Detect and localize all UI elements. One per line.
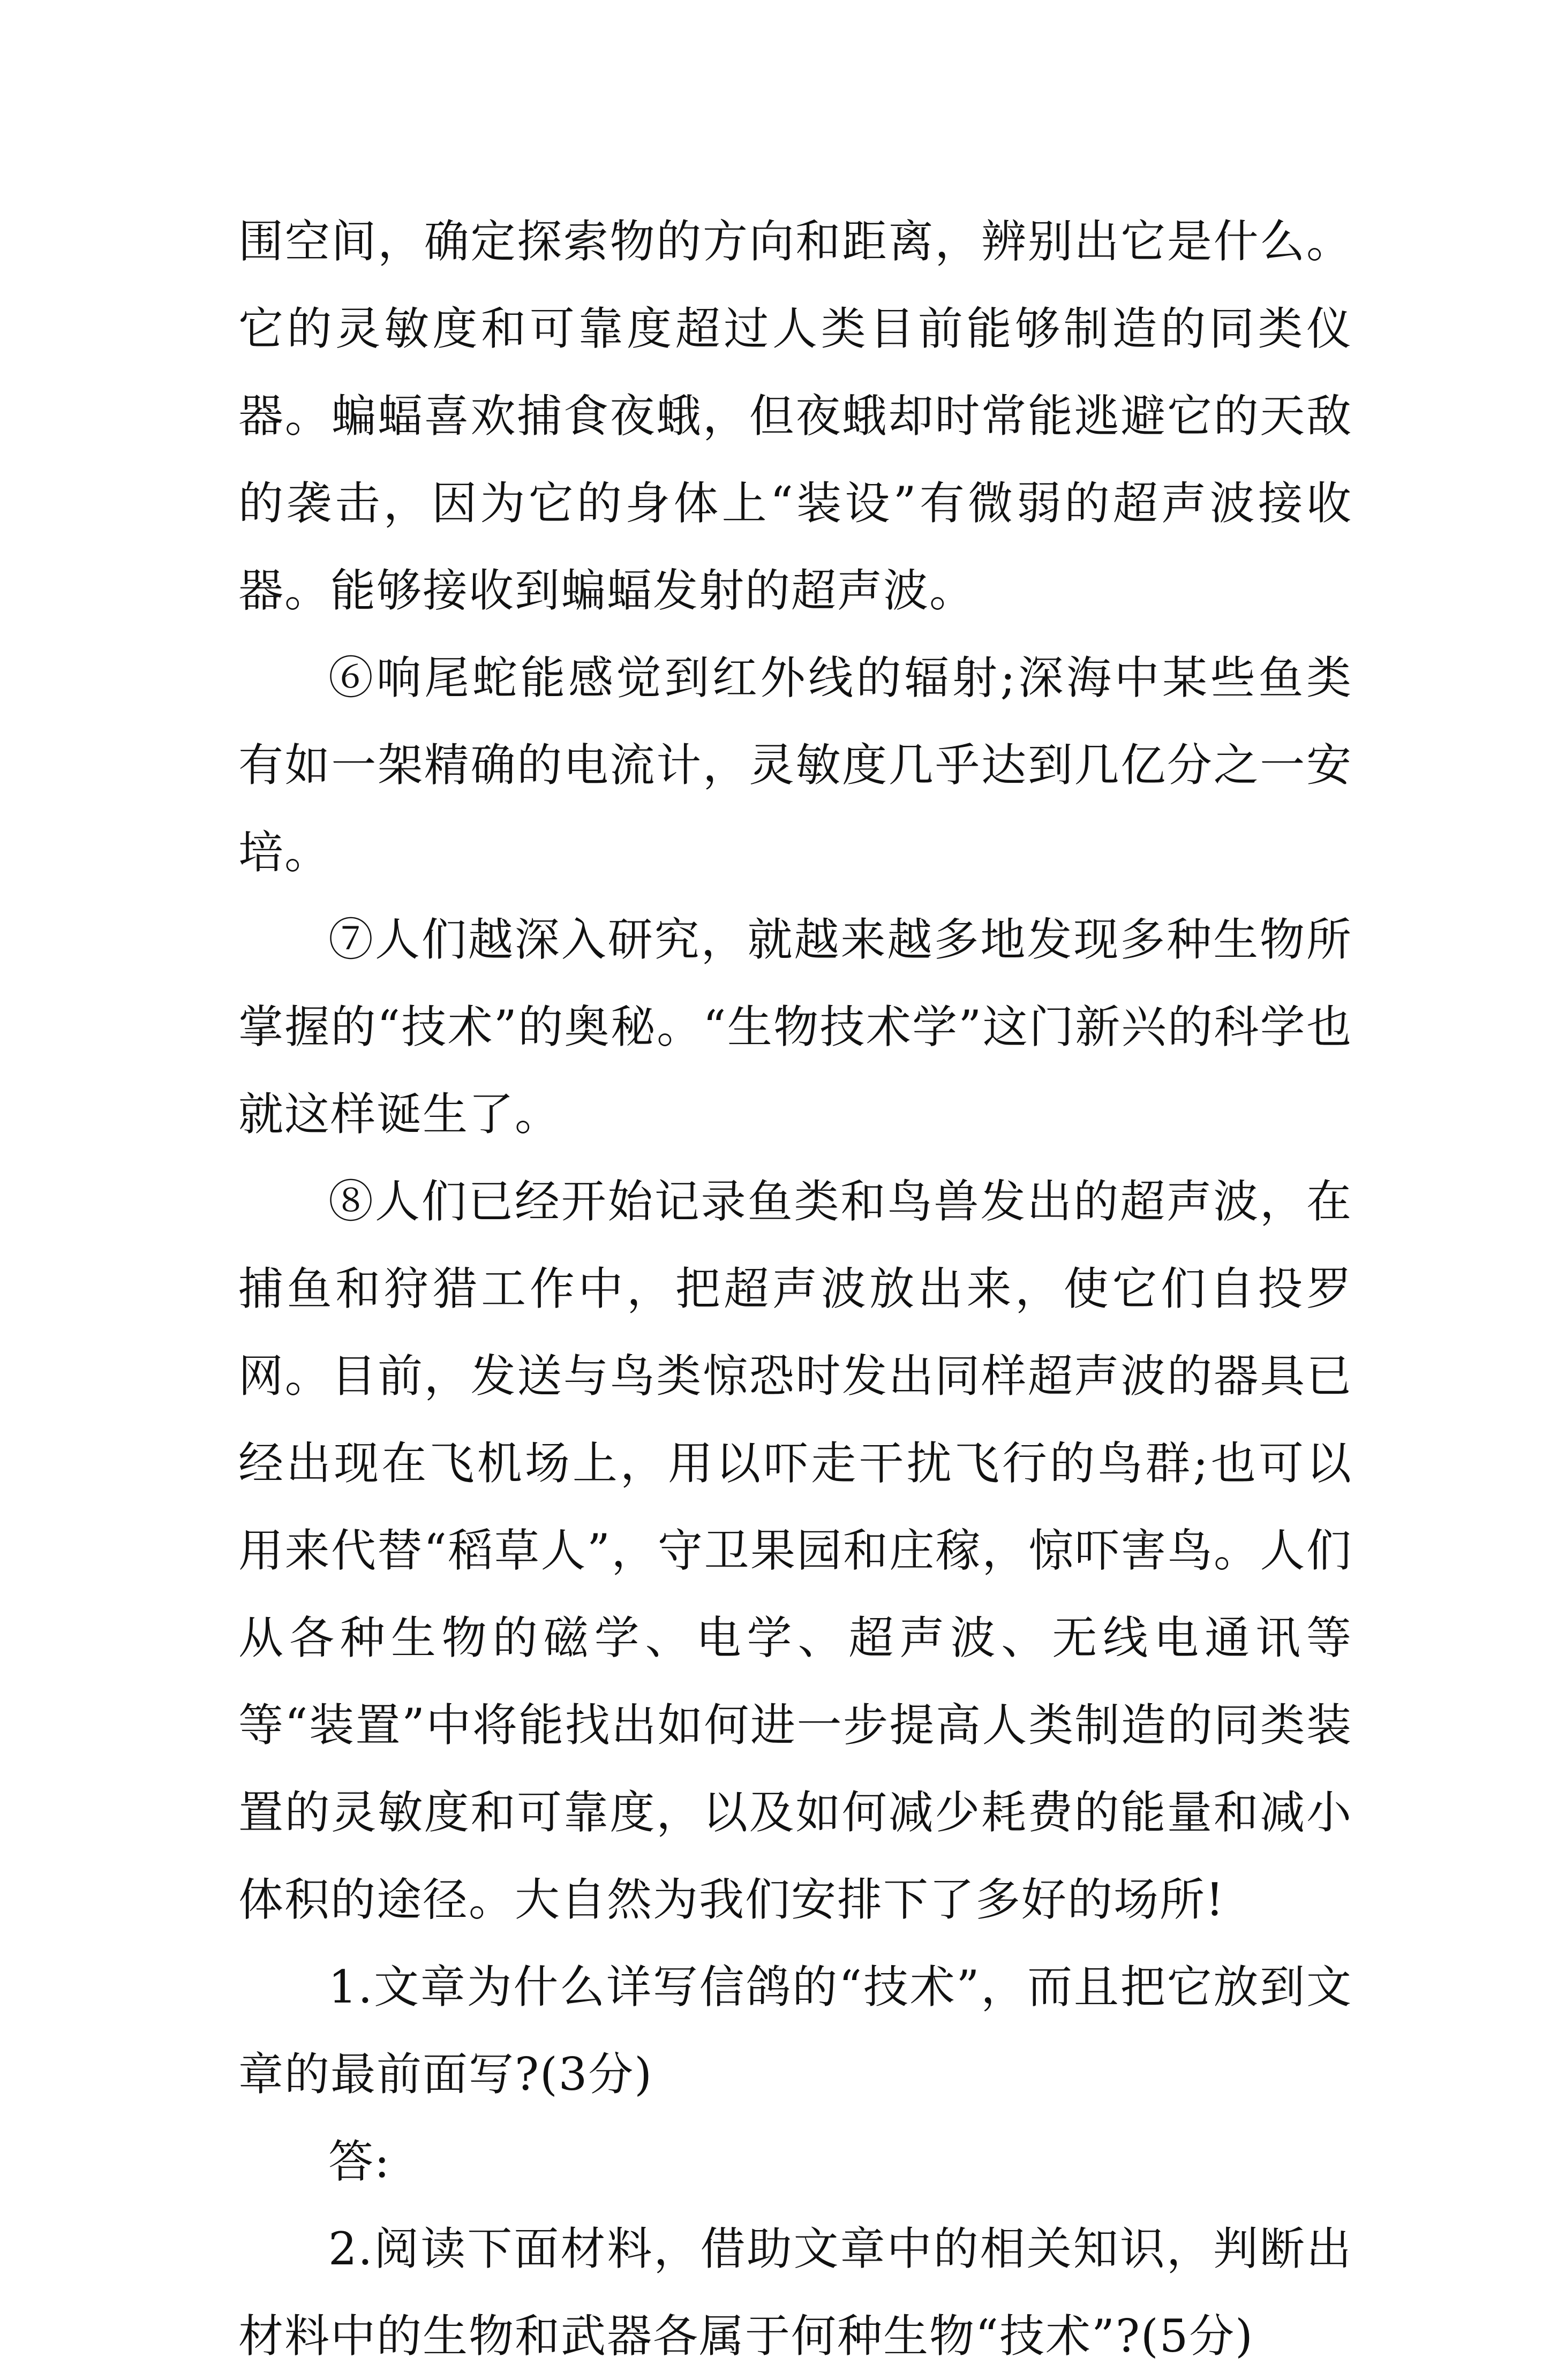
paragraph-6: ⑥响尾蛇能感觉到红外线的辐射;深海中某些鱼类有如一架精确的电流计，灵敏度几乎达到几亿分之一安培。 — [238, 652, 1352, 879]
question-2: 2.阅读下面材料，借助文章中的相关知识，判断出材料中的生物和武器各属于何种生物“技术”?(5分) — [238, 2223, 1352, 2362]
paragraph-8: ⑧人们已经开始记录鱼类和鸟兽发出的超声波，在捕鱼和狩猎工作中，把超声波放出来，使它们自投罗网。目前，发送与鸟类惊恐时发出同样超声波的器具已经出现在飞机场上，用以吓走干扰飞行的鸟群;也可以用来代替“稻草人”，守卫果园和庄稼，惊吓害鸟。人们从各种生物的磁学、电学、超声波、无线电通讯等等“装置”中将能找出如何进一步提高人类制造的同类装置的灵敏度和可靠度，以及如何减少耗费的能量和减小体积的途径。大自然为我们安排下了多好的场所! — [238, 1175, 1352, 1926]
question-1: 1.文章为什么详写信鸽的“技术”，而且把它放到文章的最前面写?(3分) — [238, 1961, 1352, 2101]
answer-label: 答: — [328, 2135, 391, 2188]
paragraph-continued: 围空间，确定探索物的方向和距离，辨别出它是什么。它的灵敏度和可靠度超过人类目前能够制造的同类仪器。蝙蝠喜欢捕食夜蛾，但夜蛾却时常能逃避它的天敌的袭击，因为它的身体上“装设”有微弱的超声波接收器。能够接收到蝙蝠发射的超声波。 — [238, 215, 1352, 617]
article-body — [238, 198, 1352, 2380]
paragraph-7: ⑦人们越深入研究，就越来越多地发现多种生物所掌握的“技术”的奥秘。“生物技术学”这门新兴的科学也就这样诞生了。 — [238, 913, 1352, 1140]
